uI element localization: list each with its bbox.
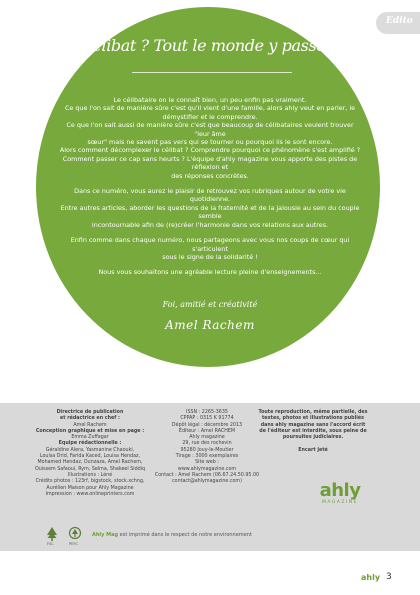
- edito-tab-label: Edito: [386, 16, 413, 26]
- pefc-tree-icon: [68, 526, 82, 542]
- title-divider: [132, 72, 292, 73]
- environment-note: Ahly Mag est imprimé dans le respect de notre environnement: [92, 532, 252, 538]
- credits-column-1: Directrice de publication et rédactrice en chef : Amel Rachem Conception graphique et mise en page : Emma Zuffagar Equipe rédactionnelle : Géraldine Alera, Yasmanine Chaouki, Louisa Drid, Farida Kaced, Louisa Hendaz, Mohamed Hendaz, Ounzaza, Amel Rachem, Ouissem Safaoui, Rym, Selma, Shakeel Siddiq Illustrations : Léné Crédits photos : 123rf, bigstock, stock.xchng, Aurélien Maison pour Ahly Magazine Impression : www.onlineprinters.com: [34, 410, 146, 497]
- page-number: 3: [386, 572, 392, 582]
- page-title: Célibat ? Tout le monde y passe...: [80, 36, 340, 55]
- footer-brand: ahly: [361, 573, 381, 582]
- fsc-label: FSC: [47, 542, 54, 546]
- credits-column-2: ISSN : 2265-3635 CPPAP : 0315 K 91774 Dépôt légal : décembre 2013 Éditeur : Amel RACHEM Ahly magazine 29, rue des rochevin 95280 Jouy-le-Moutier Tirage : 3000 exemplaires Site web : www.ahlymagazine.com Contact : Amel Rachem (06.67.24.50.95.00 contact@ahlymagazine.com): [154, 410, 260, 485]
- editorial-body: [58, 96, 362, 284]
- fsc-tree-icon: [45, 526, 59, 542]
- logo-subtitle: MAGAZINE: [321, 500, 359, 505]
- closing-line: Foi, amitié et créativité: [162, 300, 258, 309]
- credits-column-3: Toute reproduction, même partielle, des textes, photos et illustrations publiés dans ahly magazine sans l'accord écrit de l'éditeur est interdite, sous peine de poursuites judiciaires. Encart jeté: [258, 410, 368, 453]
- signature: Amel Rachem: [165, 318, 255, 332]
- pefc-label: PEFC: [69, 542, 79, 546]
- edito-tab: [376, 12, 420, 34]
- paragraph-3: Enfin comme dans chaque numéro, nous partageons avec vous nos coups de cœur qui s'articulent sous le signe de la solidarité !: [70, 236, 350, 261]
- paragraph-4: Nous vous souhaitons une agréable lecture pleine d'enseignements...: [98, 268, 322, 277]
- paragraph-2: Dans ce numéro, vous aurez le plaisir de retrouvez vos rubriques autour de votre vie quotidienne. Entre autres articles, aborder les questions de la fraternité et de la jalousie au sein du couple semble incontournable afin de (re)créer l'harmonie dans vos relations aux autres.: [60, 187, 360, 229]
- ahly-magazine-logo: [305, 480, 375, 505]
- paragraph-1: Le célibataire on le connaît bien, un peu enfin pas vraiment. Ce que l'on sait de manière sûre c'est qu'il vient d'une famille, alors ahly veut en parler, le démystifier et le comprendre. Ce que l'on sait aussi de manière sûre c'est que beaucoup de célibataires veulent trouver "leur âme sœur" mais ne savent pas vers qui se tourner ou pourquoi ils le sont encore. Alors comment décomplexer le célibat ? Comprendre pourquoi ce phénomène s'est amplifié ? Comment passer ce cap sans heurts ? L'équipe d'ahly magazine vous apporte des pistes de réflexion et des réponses concrètes.: [59, 96, 361, 180]
- logo-word: ahly: [319, 480, 361, 501]
